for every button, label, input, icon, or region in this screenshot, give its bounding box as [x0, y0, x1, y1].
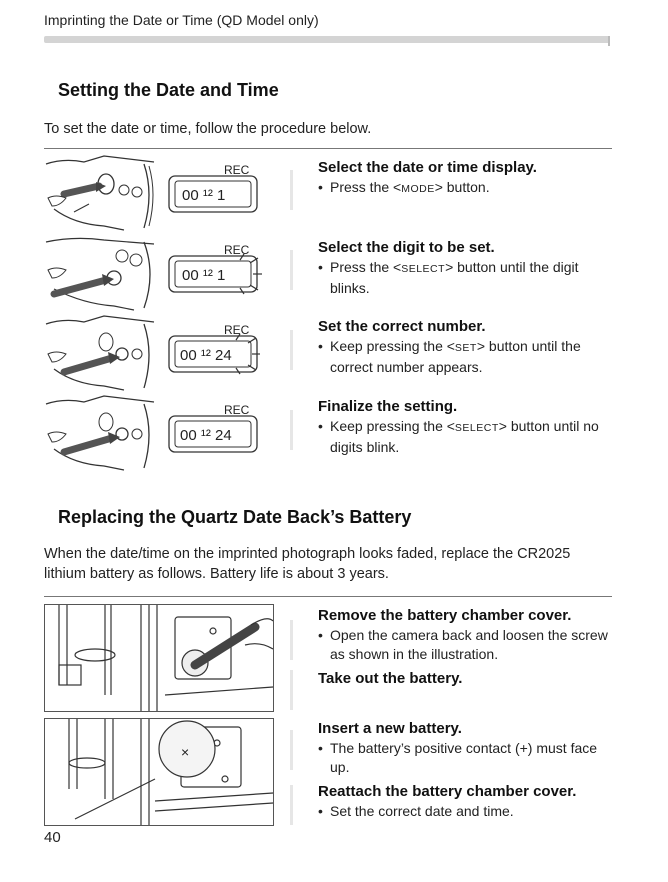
section-intro-battery: When the date/time on the imprinted photograph looks faded, replace the CR2025 lithium battery as follows. Battery life is about 3 years. [44, 546, 571, 582]
step-separator [290, 410, 293, 450]
step-separator [290, 620, 293, 660]
step-title: Reattach the battery chamber cover. [318, 783, 577, 800]
lcd-readout: 00 ¹² 24 [180, 347, 232, 364]
camera-illustration-step-3 [44, 314, 274, 397]
step-title: Remove the battery chamber cover. [318, 607, 572, 624]
step-separator [290, 785, 293, 825]
battery-cover-illustration [44, 604, 274, 712]
camera-illustration-step-2 [44, 234, 274, 317]
section-divider [44, 596, 612, 597]
button-name: MODE [401, 183, 435, 195]
rec-label: REC [224, 243, 250, 257]
section-title-battery: Replacing the Quartz Date Back’s Battery [58, 507, 412, 527]
step-select-digit: Select the digit to be set. • Press the <SELECT> button until the digit blinks. [318, 238, 618, 298]
rec-label: REC [224, 403, 250, 417]
lcd-readout: 00 ¹² 24 [180, 427, 232, 444]
step-title: Set the correct number. [318, 318, 486, 335]
step-title: Select the date or time display. [318, 159, 537, 176]
step-separator [290, 250, 293, 290]
camera-illustration-step-4 [44, 394, 274, 477]
step-title: Select the digit to be set. [318, 239, 495, 256]
section-divider [44, 148, 612, 149]
button-name: SELECT [401, 263, 446, 275]
section-title-date-time: Setting the Date and Time [58, 80, 279, 100]
header-rule-tick [608, 36, 610, 46]
camera-illustration-step-1 [44, 154, 274, 237]
rec-label: REC [224, 163, 250, 177]
step-separator [290, 670, 293, 710]
lcd-readout: 00 ¹² 1 [182, 187, 226, 204]
step-set-number: Set the correct number. • Keep pressing the <SET> button until the correct number appears. [318, 317, 618, 377]
page-number: 40 [44, 829, 61, 846]
step-insert-battery: Insert a new battery. • The battery’s positive contact (+) must face up. [318, 719, 618, 777]
lcd-readout: 00 ¹² 1 [182, 267, 226, 284]
step-finalize: Finalize the setting. • Keep pressing the <SELECT> button until no digits blink. [318, 397, 618, 457]
step-separator [290, 730, 293, 770]
header-rule [44, 36, 610, 43]
button-name: SELECT [454, 422, 499, 434]
step-remove-cover: Remove the battery chamber cover. • Open the camera back and loosen the screw as shown in the illustration. [318, 606, 618, 664]
step-separator [290, 170, 293, 210]
step-reattach-cover: Reattach the battery chamber cover. • Set the correct date and time. [318, 782, 618, 821]
battery-insert-illustration [44, 718, 274, 826]
step-select-display: Select the date or time display. • Press the <MODE> button. [318, 158, 618, 199]
step-take-out-battery [318, 669, 618, 689]
running-header: Imprinting the Date or Time (QD Model only) [44, 12, 319, 28]
svg-text:×: × [181, 744, 190, 760]
step-separator [290, 330, 293, 370]
rec-label: REC [224, 323, 250, 337]
step-title: Insert a new battery. [318, 720, 462, 737]
section-intro-date-time: To set the date or time, follow the procedure below. [44, 121, 372, 137]
step-title: Take out the battery. [318, 670, 463, 687]
button-name: SET [454, 342, 477, 354]
step-title: Finalize the setting. [318, 398, 458, 415]
